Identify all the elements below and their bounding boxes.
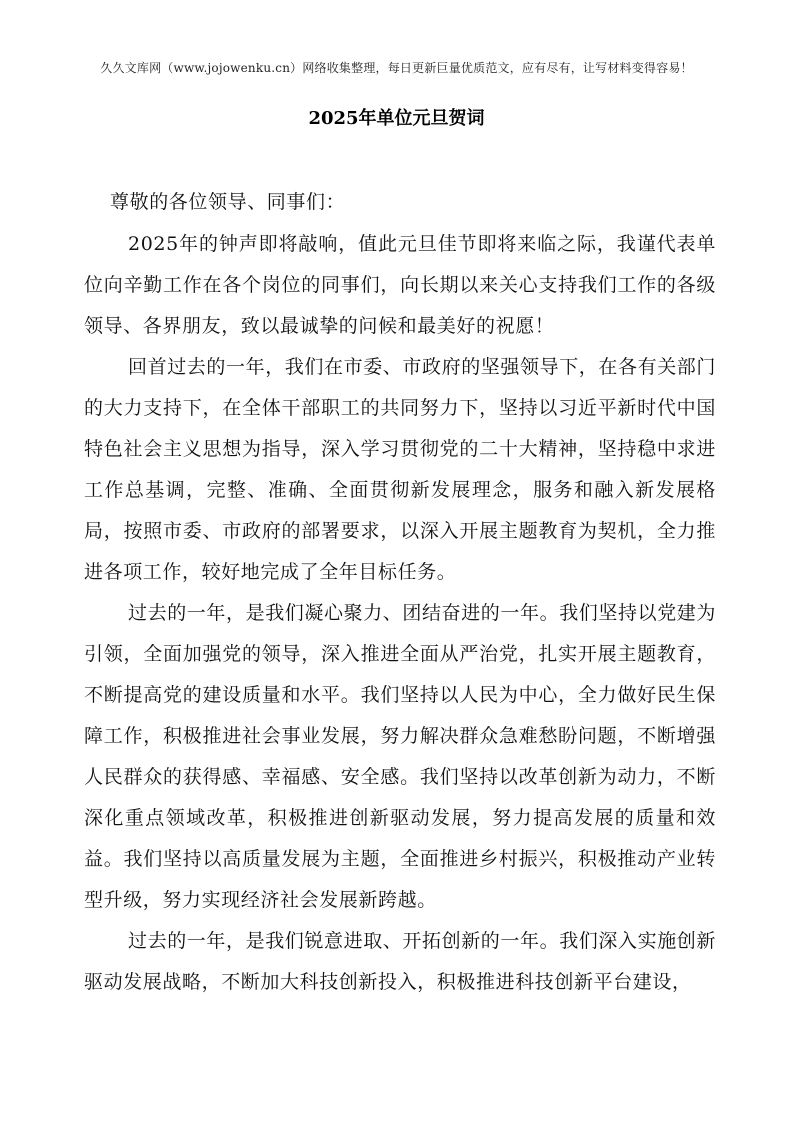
header-note: 久久文库网（www.jojowenku.cn）网络收集整理，每日更新巨量优质范文，应有尽有，让写材料变得容易！ [100, 61, 693, 75]
document-title: 2025年单位元旦贺词 [308, 108, 485, 129]
paragraph-3: 过去的一年，是我们凝心聚力、团结奋进的一年。我们坚持以党建为引领，全面加强党的领导，深入推进全面从严治党，扎实开展主题教育，不断提高党的建设质量和水平。我们坚持以人民为中心，全力做好民生保障工作，积极推进社会事业发展，努力解决群众急难愁盼问题，不断增强人民群众的获得感、幸福感、安全感。我们坚持以改革创新为动力，不断深化重点领域改革，积极推进创新驱动发展，努力提高发展的质量和效益。我们坚持以高质量发展为主题，全面推进乡村振兴，积极推动产业转型升级，努力实现经济社会发展新跨越。 [84, 602, 717, 911]
document-body [84, 180, 716, 1003]
paragraph-1: 2025年的钟声即将敲响，值此元旦佳节即将来临之际，我谨代表单位向辛勤工作在各个岗位的同事们，向长期以来关心支持我们工作的各级领导、各界朋友，致以最诚挚的问候和最美好的祝愿！ [84, 233, 716, 337]
paragraph-2: 回首过去的一年，我们在市委、市政府的坚强领导下，在各有关部门的大力支持下，在全体干部职工的共同努力下，坚持以习近平新时代中国特色社会主义思想为指导，深入学习贯彻党的二十大精神，坚持稳中求进工作总基调，完整、准确、全面贯彻新发展理念，服务和融入新发展格局，按照市委、市政府的部署要求，以深入开展主题教育为契机，全力推进各项工作，较好地完成了全年目标任务。 [84, 356, 717, 583]
salutation: 尊敬的各位领导、同事们： [110, 191, 346, 213]
paragraph-4: 过去的一年，是我们锐意进取、开拓创新的一年。我们深入实施创新驱动发展战略，不断加大科技创新投入，积极推进科技创新平台建设， [84, 930, 717, 993]
